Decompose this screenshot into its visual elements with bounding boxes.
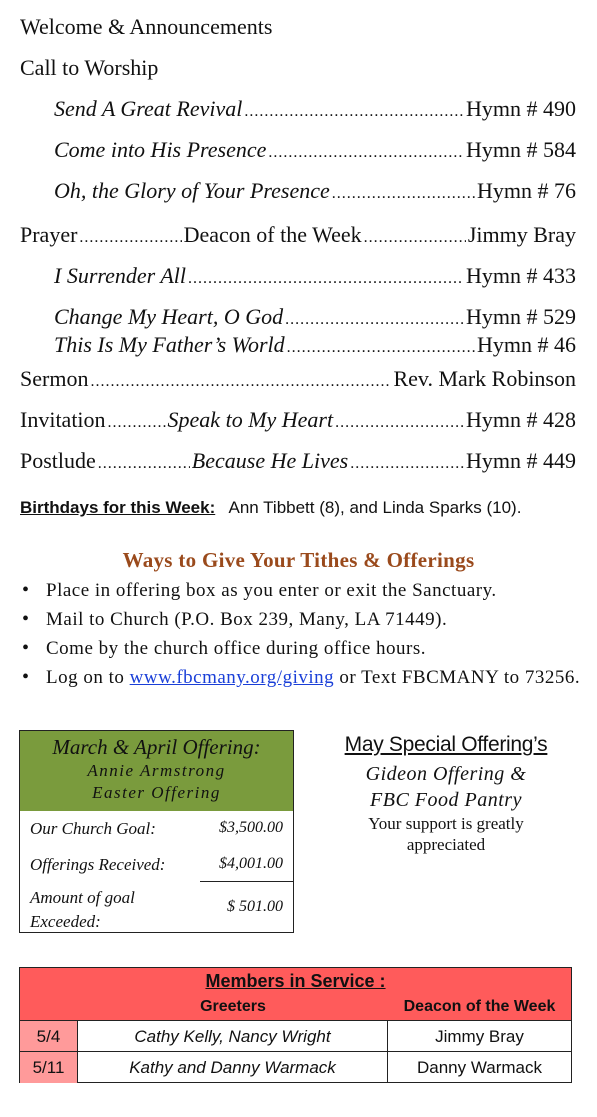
dot-leader [98,451,190,477]
members-col-deacon: Deacon of the Week [403,998,556,1015]
hymn-line [54,263,576,292]
call-to-worship-line [20,55,576,81]
hymn-line [54,178,576,207]
hymn-number: Hymn # 76 [477,178,576,203]
postlude-hymn: Hymn # 449 [466,448,576,473]
hymn-title: Change My Heart, O God [54,304,284,329]
prayer-role: Deacon of the Week [183,222,362,247]
hymn-line [54,304,576,333]
sermon-line [20,366,576,395]
sermon-label: Sermon [20,366,89,391]
hymn-line [54,96,576,125]
offering-header-name: Annie Armstrong [87,761,226,780]
postlude-title: Because He Lives [191,448,349,473]
offering-row-label: Amount of goal Exceeded: [30,888,135,931]
hymn-line [54,332,576,361]
hymn-number: Hymn # 433 [466,263,576,288]
invitation-hymn: Hymn # 428 [466,407,576,432]
sermon-speaker: Rev. Mark Robinson [393,366,576,391]
prayer-line [20,222,576,251]
may-special-line1: Gideon Offering & [365,763,527,785]
dot-leader [188,266,464,292]
may-special-offering [316,733,576,855]
row-deacon: Danny Warmack [416,1058,542,1077]
prayer-name: Jimmy Bray [467,222,576,247]
prayer-label: Prayer [20,222,78,247]
invitation-title: Speak to My Heart [167,407,334,432]
row-greeters: Cathy Kelly, Nancy Wright [78,1021,388,1052]
offering-row-label: Our Church Goal: [30,819,156,838]
offering-row-label: Offerings Received: [30,855,166,874]
giving-list [22,578,582,694]
dot-leader [244,99,464,125]
offering-header-title: March & April Offering: [52,735,261,759]
hymn-title: This Is My Father’s World [54,332,285,357]
may-special-note: Your support is greatly appreciated [368,814,524,854]
giving-item-prefix: Log on to [46,667,130,688]
table-row [20,1020,571,1052]
hymn-number: Hymn # 46 [477,332,576,357]
dot-leader [79,225,181,251]
offering-table [19,730,294,933]
giving-item-text: Mail to Church (P.O. Box 239, Many, LA 71449). [46,609,448,630]
hymn-number: Hymn # 490 [466,96,576,121]
dot-leader [287,335,475,361]
birthdays-line [20,498,580,518]
row-date: 5/4 [20,1021,78,1052]
dot-leader [108,410,166,436]
members-title: Members in Service : [205,971,386,991]
hymn-title: I Surrender All [54,263,186,288]
offering-header [20,731,293,811]
giving-item [22,665,582,690]
invitation-label: Invitation [20,407,106,432]
hymn-title: Send A Great Revival [54,96,243,121]
giving-title: Ways to Give Your Tithes & Offerings [122,548,475,572]
hymn-number: Hymn # 584 [466,137,576,162]
row-date: 5/11 [20,1052,78,1083]
offering-row-value: $4,001.00 [219,855,283,872]
giving-item-suffix: or Text FBCMANY to 73256. [334,667,581,688]
offering-row-value: $3,500.00 [219,819,283,836]
dot-leader [332,181,475,207]
dot-leader [350,451,464,477]
giving-item-text: Place in offering box as you enter or exit the Sanctuary. [46,580,497,601]
giving-item [22,578,582,603]
postlude-label: Postlude [20,448,96,473]
may-special-line2: FBC Food Pantry [370,789,522,811]
giving-link[interactable]: www.fbcmany.org/giving [129,667,335,688]
hymn-line [54,137,576,166]
welcome-label: Welcome & Announcements [20,14,273,39]
call-to-worship-label: Call to Worship [20,55,159,80]
members-col-greeters: Greeters [200,998,266,1015]
row-deacon: Jimmy Bray [435,1027,524,1046]
invitation-line [20,407,576,436]
offering-row-value: $ 501.00 [227,898,283,915]
hymn-title: Oh, the Glory of Your Presence [54,178,330,203]
welcome-line [20,14,576,40]
dot-leader [364,225,466,251]
hymn-number: Hymn # 529 [466,304,576,329]
dot-leader [90,369,391,395]
birthdays-text: Ann Tibbett (8), and Linda Sparks (10). [228,498,522,517]
members-table [19,967,572,1083]
birthdays-label: Birthdays for this Week: [20,498,216,517]
postlude-line [20,448,576,477]
offering-header-subtitle: Easter Offering [92,783,221,802]
offering-divider [200,881,294,882]
giving-item-text: Come by the church office during office hours. [46,638,427,659]
may-special-title: May Special Offering’s [344,733,548,756]
dot-leader [285,307,464,333]
hymn-title: Come into His Presence [54,137,267,162]
table-row [20,1051,571,1083]
dot-leader [268,140,464,166]
giving-item [22,636,582,661]
giving-item [22,607,582,632]
dot-leader [335,410,464,436]
row-greeters: Kathy and Danny Warmack [78,1052,388,1083]
